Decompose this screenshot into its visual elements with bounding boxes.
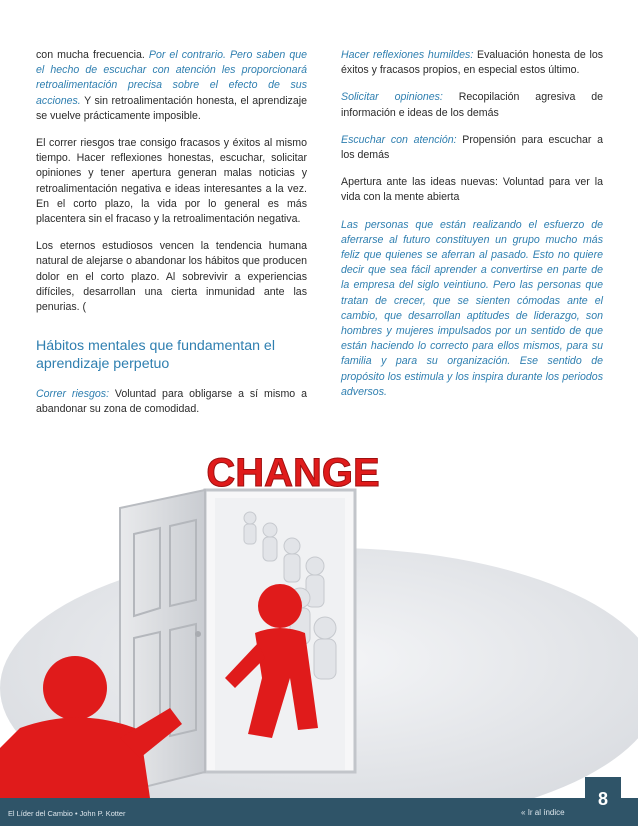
section-heading: Hábitos mentales que fundamentan el aprendizaje perpetuo [36,338,275,373]
page-number-box [585,777,621,826]
back-to-index-label: Ir al índice [527,808,565,817]
habit-reflection [341,48,603,78]
habit-opinions-text: Recopilación agresiva de información e ideas de los demás [341,91,604,119]
back-arrow-icon: « [521,808,526,817]
paragraph-feedback [36,48,307,124]
habit-opinions-label: Solicitar opiniones: [341,91,443,104]
paragraph-feedback-rest: Y sin retroalimentación honesta, el aprendizaje se vuelve prácticamente imposible. [36,94,307,122]
habit-risks-label: Correr riesgos: [36,388,110,401]
habit-opinions [341,90,603,120]
habit-listening-text: Propensión para escuchar a los demás [341,133,604,162]
habit-reflection-label: Hacer reflexiones humildes: [341,49,474,61]
habit-listening-label: Escuchar con atención: [341,133,457,146]
footer-source: El Líder del Cambio • John P. Kotter [8,809,126,818]
change-sign [206,451,379,495]
habit-risks [36,387,307,417]
change-door-illustration [0,438,638,798]
footer-bar [0,798,638,826]
habit-listening [341,133,603,163]
paragraph-feedback-intro: con mucha frecuencia. [36,49,149,61]
paragraph-feedback-italic: Por el contrario. Pero saben que el hecho de escuchar con atención les proporcionará retroalimentación precisa sobre el efecto de sus acciones. [36,49,307,107]
change-sign-text: CHANGE [206,451,380,495]
paragraph-risks: El correr riesgos trae consigo fracasos y éxitos al mismo tiempo. Hacer reflexiones honestas, escuchar, solicitar opiniones y tener apertura generan malas noticias y retroalimentación negativa e ideas interesantes a la vez. En el corto plazo, la vida por lo general es más placentera sin el fracaso y la retroalimentación negativa. [36,137,307,226]
paragraph-students: Los eternos estudiosos vencen la tendencia humana natural de alejarse o abandonar los hábitos que producen dolor en el corto plazo. Al sobrevivir a experiencias difíciles, desarrollan una cierta inmunidad ante las penurias. ( [36,240,307,314]
habit-reflection-text: Evaluación honesta de los éxitos y fracasos propios, en especial estos último. [341,49,604,77]
page-number: 8 [597,789,608,809]
habit-risks-text: Voluntad para obligarse a sí mismo a abandonar su zona de comodidad. [36,388,307,416]
right-column [341,48,603,412]
closing-paragraph: Las personas que están realizando el esfuerzo de aferrarse al futuro constituyen un grupo mucho más feliz que quienes se aferran al pasado. Esto no quiere decir que sea fácil aprender a convertirse en parte de la empresa del siglo veintiuno. Pero las personas que tratan de crecer, que se sienten cómodas ante el cambio, que desarrollan aptitudes de liderazgo, son hombres y mujeres impulsados por un sentido de que están haciendo lo correcto para ellos mismos, para su familia y para su organización. Ese sentido de propósito los estimula y los inspira durante los periodos adversos. [341,218,603,398]
habit-openness: Apertura ante las ideas nuevas: Voluntad para ver la vida con la mente abierta [341,176,603,204]
left-column [36,48,307,430]
back-to-index-link[interactable] [521,808,565,817]
